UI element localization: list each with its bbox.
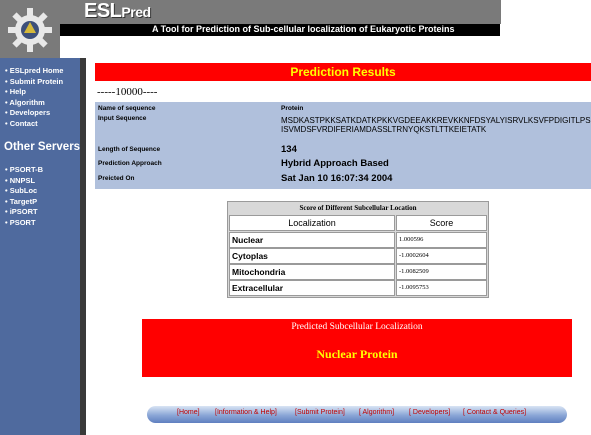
bottom-link-submit[interactable]: [Submit Protein] (295, 409, 345, 416)
value-length: 134 (281, 144, 297, 155)
bottom-link-home[interactable]: [Home] (177, 409, 200, 416)
job-id: -----10000---- (97, 86, 158, 98)
other-servers-heading: Other Servers (4, 141, 81, 153)
server-link-ipsort[interactable]: • iPSORT (5, 207, 38, 216)
header-bar (0, 0, 501, 24)
value-approach: Hybrid Approach Based (281, 158, 389, 169)
sidebar-link-submit[interactable]: • Submit Protein (5, 76, 64, 86)
server-link-psortb[interactable]: • PSORT-B (5, 165, 44, 174)
table-row (229, 264, 395, 280)
server-link-targetp[interactable]: • TargetP (5, 196, 38, 206)
sidebar-nav (5, 66, 63, 129)
row-score: -1.0095753 (399, 284, 429, 291)
sidebar-shadow (80, 58, 86, 435)
app-title-main: ESL (84, 0, 122, 22)
sidebar-link-home[interactable]: • ESLpred Home (5, 66, 64, 75)
row-score: 1.000596 (399, 236, 424, 243)
other-servers-list (5, 165, 43, 228)
row-localization: Nuclear (232, 235, 264, 245)
label-approach: Prediction Approach (98, 160, 162, 167)
header-score: Score (396, 215, 487, 231)
bottom-link-algorithm[interactable]: [ Algorithm] (359, 409, 395, 416)
value-input-sequence: MSDKASTPKKSATKDATKPKKVGDEEAKKREVKKNFDSYALYISRVLKSVFPDIGITLPSISVMDSFVRDIFERIAMDASSLTRNYQKSTLTTKEIETATK (281, 116, 591, 134)
table-row (229, 248, 395, 264)
table-row (396, 280, 487, 296)
results-banner: Prediction Results (95, 63, 591, 81)
score-table-caption: Score of Different Subcellular Location (299, 204, 417, 212)
institute-logo (0, 0, 60, 60)
score-table (227, 201, 489, 298)
sidebar-link-contact[interactable]: • Contact (5, 118, 38, 128)
row-score: -1.0082509 (399, 268, 429, 275)
prediction-result: Nuclear Protein (316, 347, 398, 361)
label-name: Name of sequence (98, 105, 156, 112)
sidebar-link-help[interactable]: • Help (5, 87, 26, 96)
app-title (84, 0, 151, 23)
row-localization: Mitochondria (232, 267, 286, 277)
server-link-subloc[interactable]: • SubLoc (5, 186, 38, 195)
bottom-link-info-help[interactable]: [Information & Help] (215, 409, 277, 416)
row-score: -1.0002604 (399, 252, 429, 259)
table-row (396, 232, 487, 248)
table-row (396, 248, 487, 264)
sidebar-link-developers[interactable]: • Developers (5, 108, 51, 117)
prediction-title: Predicted Subcellular Localization (291, 322, 423, 332)
table-row (229, 232, 395, 248)
label-input: Input Sequence (98, 115, 147, 122)
gear-logo-icon (0, 0, 60, 60)
row-localization: Extracellular (232, 283, 284, 293)
table-row (396, 264, 487, 280)
value-date: Sat Jan 10 16:07:34 2004 (281, 173, 393, 184)
table-row (229, 280, 395, 296)
row-localization: Cytoplas (232, 251, 268, 261)
label-length: Length of Sequence (98, 146, 161, 153)
app-title-pred: Pred (121, 4, 151, 20)
sequence-info-panel (95, 102, 591, 189)
server-link-nnpsl[interactable]: • NNPSL (5, 175, 36, 185)
bottom-link-developers[interactable]: [ Developers] (409, 409, 451, 416)
bottom-link-contact[interactable]: [ Contact & Queries] (463, 409, 527, 416)
value-name: Protein (281, 105, 304, 112)
header-localization: Localization (229, 215, 395, 231)
server-link-psort[interactable]: • PSORT (5, 217, 36, 227)
sidebar-link-algorithm[interactable]: • Algorithm (5, 97, 45, 107)
label-date: Preicted On (98, 175, 135, 182)
bottom-nav-bar (147, 406, 567, 423)
app-subtitle: A Tool for Prediction of Sub-cellular localization of Eukaryotic Proteins (152, 24, 455, 34)
prediction-box (142, 319, 572, 377)
